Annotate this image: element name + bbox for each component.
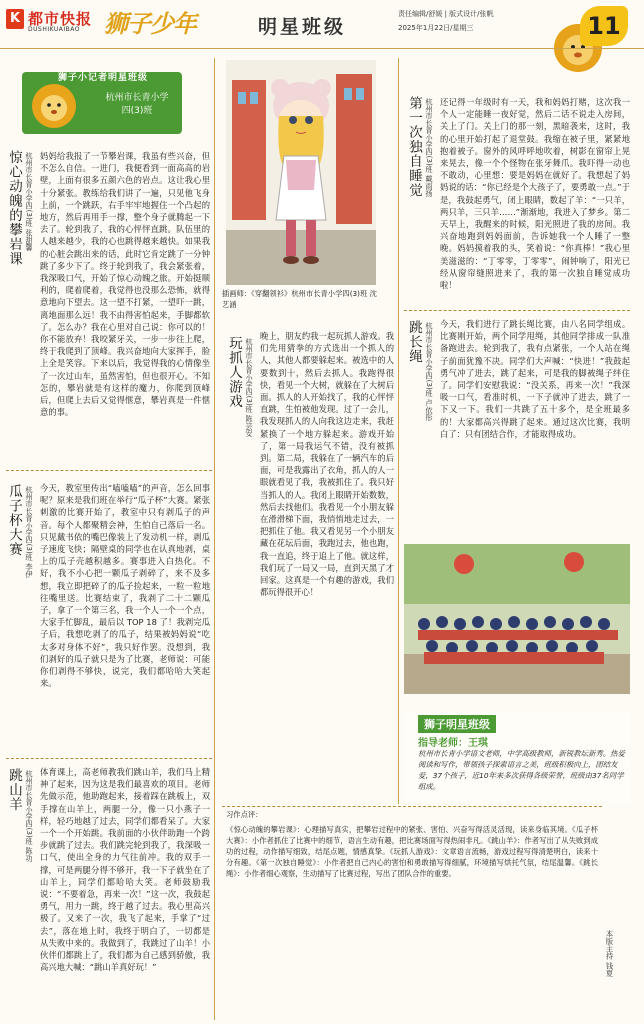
banner-title: 狮子少年 (104, 9, 196, 38)
illustration-image (226, 60, 376, 285)
editor-credit: 责任编辑/舒媛 | 版式设计/张帆 (398, 10, 494, 18)
article-title: 跳长绳 (406, 320, 422, 364)
class-photo (404, 544, 630, 694)
class-intro-title: 狮子明星班级 (418, 715, 496, 733)
article-title: 瓜子杯大赛 (6, 484, 22, 557)
page-title: 明星班级 (258, 16, 347, 38)
article-author: 杭州市长青小学四(3)班 卢依彤 (425, 322, 434, 421)
class-teacher: 指导老师：王琪 (418, 738, 488, 749)
brand-logo-icon: K (6, 9, 24, 29)
article-title: 玩抓人游戏 (226, 336, 242, 409)
article-author: 杭州市长青小学四(3)班 陈芸安 (245, 338, 254, 437)
column-rule (398, 58, 399, 804)
class-name: 四(3)班 (121, 106, 153, 116)
article-title: 惊心动魄的攀岩课 (6, 150, 22, 266)
article-body: 还记得一年级时有一天，我和妈妈打赌，这次我一个人一定能睡一夜好觉，然后二话不说走入房间，关上了门。关上门的那一刻，黑暗袭来，这时，我的心里开始打起了退堂鼓。我缩在被子里，紧紧地抱着被子。窗外的风呼呼地吹着，树影在窗帘上晃来晃去，像一个个怪物在张牙舞爪。我吓得一动也不敢动，心里想：要是妈妈在就好了。我想起了妈妈说的话：“你已经是个大孩子了，要勇敢一点。”于是，我鼓起勇气，闭上眼睛，数起了羊：“一只羊，两只羊，三只羊……”渐渐地，我进入了梦乡。第二天早上，我醒来的时候，阳光照进了我的房间。我兴奋地跑到妈妈面前，告诉她我一个人睡了一整晚。妈妈摸着我的头，笑着说：“你真棒！”我心里美滋滋的：“丁零零，丁零零”，闹钟响了，阳光已经从窗帘缝照进来了，我的第一次独自睡觉成功啦！ (440, 97, 630, 291)
article-divider (6, 758, 212, 759)
class-intro-body: 杭州市长青小学语文老师，中学高级教师，新锐教坛新秀。热爱阅读和写作，带领孩子探索语言之美，班级积极向上，团结友爱，37个孩子，近10年来多次获得各级荣誉，班级由37名同学组成。 (418, 749, 625, 791)
article-body: 今天，教室里传出“嗑嗑嗑”的声音，怎么回事呢？原来是我们班在举行“瓜子杯”大赛。紧张刺激的比赛开始了，教室中只有剥瓜子的声音。每个人都聚精会神，生怕自己落后一名。只见戴书依的嘴巴像装上了发动机一样，剥瓜子速度飞快；隔壁桌的同学也在认真地剥，桌上的瓜子壳越积越多。赛事进入白热化。不好，我不小心把一颗瓜子剥碎了，来不及多想，我立即把碎了的瓜子捡起来，一粒一粒地往嘴里送。比赛结束了，我剥了二十二颗瓜子，拿了一个第三名，我一个人一个一个点，大家手忙脚乱，最后以 TOP 18 了！我剥完瓜子后，我想吃剥了的瓜子，结果被妈妈说“吃太多对身体不好”，我只好作罢。没想到，我们剥好的瓜子就只是为了比赛，老师说：可能你们剥得不够快，说完，我们都哈哈大笑起来。 (40, 483, 210, 689)
article-divider (6, 470, 212, 471)
article-author: 杭州市长青小学四(3)班 陈功 (25, 770, 34, 862)
lion-badge-icon (22, 76, 86, 130)
article-title: 跳山羊 (6, 768, 22, 812)
article-body: 今天，我们进行了跳长绳比赛，由八名同学组成。比赛刚开始，两个同学甩绳，其他同学排成一队准备跑进去。轮到我了，我有点紧张，一个人站在绳子前面犹豫不决。同学们大声喊：“快进！”我鼓起勇气冲了进去，跳了起来，可是我的脚被绳子绊住了。同学们安慰我说：“没关系，再来一次！”我深吸一口气，看准时机，一下子就冲了进去，跳了一下又一下。我们一共跳了五十多个，是全班最多的！大家都高兴得跳了起来。通过这次比赛，我明白了：只有团结合作，才能取得成功。 (440, 319, 630, 439)
notes-body: 《惊心动魄的攀岩课》：心理描写真实，把攀岩过程中的紧张、害怕、兴奋写得活灵活现，读来身临其境。《瓜子杯大赛》：小作者抓住了比赛中的细节，语言生动有趣，把比赛场面写得热闹非凡。《跳山羊》：作者写出了从失败到成功的过程，动作描写细致，结尾点题，情感真挚。《玩抓人游戏》：文章语言流畅，游戏过程写得清楚明白，读来十分有趣。《第一次独自睡觉》：小作者把自己内心的害怕和勇敢描写得细腻，环境描写烘托气氛，结尾温馨。《跳长绳》：小作者细心观察，生动描写了比赛过程，写出了团队合作的重要。 (226, 825, 598, 879)
notes-divider (222, 806, 602, 807)
article-author: 杭州市长青小学四(3)班 李伊 (25, 486, 34, 578)
article-divider (404, 310, 630, 311)
notes-title: 习作点评： (226, 810, 263, 819)
article-body: 妈妈给我报了一节攀岩课，我虽有些兴奋，但不怎么自信。一进门，我便看到一面高高的岩壁，上面有很多五颜六色的岩点。这让我心里十分紧张。教练给我们讲了一遍，只见他飞身上前，一个跳跃，右手牢牢地握住一个凸起的地方，然后再用手一撑，整个身子就腾起一下去了。轮到我了，我的心怦怦直跳。队伍里的人越来越少，我的心也跳得越来越快。如果我的心脏会跳出来的话，此时它肯定跳了一分钟跳了多少下了。终于轮到我了，我会紧张着，我深吸口气，开始了惊心动魄之旅。开始挺顺利的，爬着爬着，我觉得也没那么恐怖，就得意地向下望去。这一望不打紧，一望吓一跳，离地面那么远！我不由得害怕起来，手脚都软了。怎么办？我在心里对自己说：你可以的！你不能放弃！我咬紧牙关，一步一步往上爬，终于我爬到了顶峰。我兴奋地向大家挥手，脸上全是笑容。下来以后，我觉得我的心情像坐了一次过山车，虽然害怕，但也很开心。不知怎的，攀岩就是有这样的魔力，你爬到顶峰后，但爬上去后又觉得惬意，攀岩真是一件惬意的事。 (40, 151, 210, 418)
column-banner-title: 狮子小记者明星班级 (57, 73, 148, 83)
page-editor: 本版主持 钱夏 (605, 930, 614, 977)
column-banner-school (92, 92, 182, 118)
page-number: 11 (587, 12, 621, 40)
issue-date: 2025年1月22日/星期三 (398, 24, 474, 32)
article-body: 晚上，朋友约我一起玩抓人游戏。我们先用猜拳的方式选出一个抓人的人，其他人都要躲起来。被选中的人要数到十，然后去抓人。我跑得很快，看见一个大树，就躲在了大树后面。抓人的人开始找了，我的心怦怦直跳，生怕被他发现。过了一会儿，我发现抓人的人向我这边走来，我赶紧换了一个地方躲起来。游戏开始了，第一局我运气不错，没有被抓到。第二局，我躲在了一辆汽车的后面，可是我露出了衣角，抓人的人一眼就看见了我，我被抓住了。我只好当抓人的人。我闭上眼睛开始数数，然后去找他们。我看见一个小朋友躲在滑滑梯下面，我悄悄地走过去，一把抓住了他。我又看见另一个小朋友藏在花坛后面，我跑过去，他也跑，我一直追，终于追上了他。就这样，我们玩了一局又一局，直到天黑了才回家。这真是一个有趣的游戏，我们都玩得很开心！ (260, 331, 394, 598)
article-title: 第一次独自睡觉 (406, 96, 422, 198)
school-name: 杭州市长青小学 (105, 93, 169, 103)
brand-name-en: DUSHIKUAIBAO (28, 26, 80, 33)
brand-name: 都市快报 (28, 10, 93, 28)
article-body: 体育课上，高老师教我们跳山羊，我们马上精神了起来，因为这是我们最喜欢的项目。老师先做示范，他助跑起来，接着踩在跳板上，双手撑在山羊上，两腿一分，像一只小燕子一样，轻巧地越了过去，同学们都看呆了。大家一个一个开始跳。我前面的小伙伴助跑一个跨步就跳了过去。我们跳完轮到我了，我深吸一口气，使出全身的力气往前冲。我的双手一撑，可是两腿分得不够开，我一下子就坐在了山羊上，同学们都哈哈大笑。老师鼓励我说：“不要着急，再来一次！”这一次，我鼓起勇气，用力一跳，终于越了过去。我心里高兴极了。又来了一次，我飞了起来，手掌了“过去”，落在地上时，我终于明白了，一切都是从失败中来的。我做到了，我跳过了山羊！小伙伴们都跳上了，我们都为自己感到骄傲，我高兴地大喊：“跳山羊真好玩！” (40, 767, 210, 973)
article-author: 杭州市长青小学四(3)班 张甜馨 (25, 152, 34, 251)
illustration-caption: 插画师：《穿翻领衫》杭州市长青小学四(3)班 沈艺涵 (222, 289, 377, 309)
column-rule (214, 58, 215, 1020)
header-divider (0, 48, 644, 49)
article-author: 杭州市长青小学四(3)班 戴雨扬 (425, 98, 434, 197)
